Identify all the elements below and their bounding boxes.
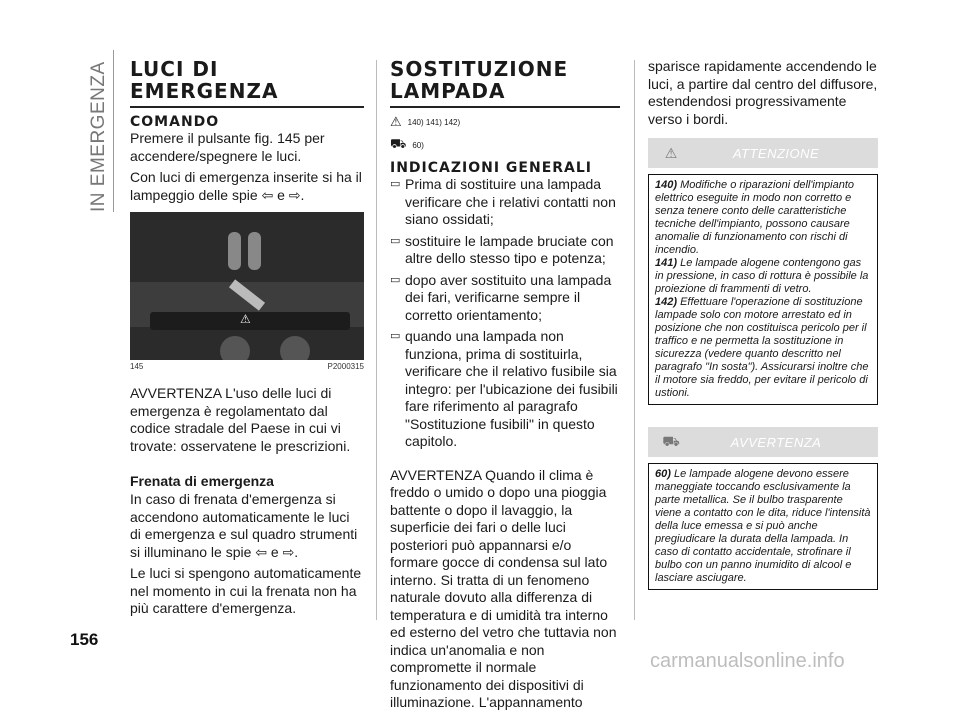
warning-triangle-icon: ⚠ <box>390 114 402 129</box>
air-vent <box>228 232 241 270</box>
column-divider <box>634 60 635 620</box>
knob <box>280 336 310 360</box>
attenzione-box <box>648 174 878 405</box>
heading-indicazioni-generali: INDICAZIONI GENERALI <box>390 160 593 176</box>
paragraph-comando-2: Con luci di emergenza inserite si ha il lampeggio delle spie ⇦ e ⇨. <box>130 169 362 203</box>
bullet-icon: ▭ <box>390 330 401 342</box>
bullet-icon: ▭ <box>390 273 401 286</box>
list-item: ▭ quando una lampada non funziona, prima di sostituirla, verificare che il relativo fusibile sia integro: per l'ubicazione dei fusibili fare riferimento al paragrafo "Sostituzione fusibili" in questo capitolo. <box>390 328 620 455</box>
warning-triangle-icon: ⚠ <box>664 144 678 161</box>
page-number: 156 <box>70 630 99 649</box>
heading-frenata-emergenza: Frenata di emergenza <box>130 473 274 489</box>
heading-comando: COMANDO <box>130 114 220 130</box>
avvertenza-item: 60) Le lampade alogene devono essere maneggiate toccando esclusivamente la parte metallica. Se il bulbo trasparente viene a contatto con le dita, riduce l'intensità della luce emessa e si può anche pregiudicare la durata della lampada. In caso di contatto accidentale, strofinare il bulbo con un panno inumidito di alcool e lasciare asciugare. <box>655 468 871 584</box>
hazard-button-icon: ⚠ <box>240 312 251 326</box>
avvertenza-header <box>648 427 878 457</box>
column-sostituzione-lampada <box>390 58 620 716</box>
figure-caption <box>130 362 364 371</box>
title-sostituzione-lampada: SOSTITUZIONE LAMPADA <box>390 58 620 108</box>
avvertenza-box <box>648 463 878 590</box>
attenzione-header <box>648 138 878 168</box>
air-vent <box>248 232 261 270</box>
car-caution-icon: ⛟ <box>390 136 407 151</box>
list-item: ▭ sostituire le lampade bruciate con altre dello stesso tipo e potenza; <box>390 233 620 272</box>
side-section-tab: IN EMERGENZA <box>88 61 109 212</box>
attenzione-item: 142) Effettuare l'operazione di sostituzione lampade solo con motore arrestato ed in posizione che non costituisca pericolo per il traffico e ne permetta la sostituzione in sicurezza (vedere quanto descritto nel paragrafo "In sosta"). Assicurarsi inoltre che il motore sia freddo, per evitare il pericolo di ustioni. <box>655 296 869 399</box>
caution-refs <box>390 136 620 154</box>
list-item: ▭ Prima di sostituire una lampada verificare che i relativi contatti non siano ossidati; <box>390 176 620 233</box>
list-item: ▭ dopo aver sostituito una lampada dei fari, verificarne sempre il corretto orientamento; <box>390 272 620 329</box>
attenzione-title: ATTENZIONE <box>732 145 820 161</box>
figure-145-photo <box>130 212 364 360</box>
bullet-icon: ▭ <box>390 178 401 190</box>
paragraph-frenata-1: In caso di frenata d'emergenza si accendono automaticamente le luci di emergenza e sul quadro strumenti si illuminano le spie ⇦ e ⇨. <box>130 491 358 560</box>
paragraph-avvertenza-condensa: AVVERTENZA Quando il clima è freddo o umido o dopo una pioggia battente o dopo il lavaggio, la superficie dei fari o delle luci posteriori può appannarsi e/o formare gocce di condensa sul lato interno. Si tratta di un fenomeno naturale dovuto alla differenza di temperatura e di umidità tra interno ed esterno del vetro che tuttavia non indica un'anomalia e non compromette il normale funzionamento dei dispositivi di illuminazione. L'appannamento <box>390 466 617 710</box>
knob <box>220 336 250 360</box>
title-luci-emergenza: LUCI DI EMERGENZA <box>130 58 364 108</box>
avvertenza-title: AVVERTENZA <box>730 434 822 450</box>
paragraph-avvertenza: AVVERTENZA L'uso delle luci di emergenza è regolamentato dal codice stradale del Paese in cui vi trovate: osservatene le prescrizioni. <box>130 385 351 454</box>
attenzione-item: 141) Le lampade alogene contengono gas in pressione, in caso di rottura è possibile la proiezione di frammenti di vetro. <box>655 257 869 295</box>
watermark: carmanualsonline.info <box>650 650 845 672</box>
paragraph-frenata-2: Le luci si spengono automaticamente nel momento in cui la frenata non ha più carattere d'emergenza. <box>130 565 362 616</box>
column-luci-emergenza <box>130 58 364 622</box>
figure-number: 145 <box>130 362 144 371</box>
column-warnings <box>648 58 878 590</box>
side-divider <box>113 50 114 212</box>
car-caution-icon: ⛟ <box>662 432 680 449</box>
paragraph-comando-1: Premere il pulsante fig. 145 per accendere/spegnere le luci. <box>130 130 325 164</box>
paragraph-continuation: sparisce rapidamente accendendo le luci, a partire dal centro del diffusore, estendendosi progressivamente verso i bordi. <box>648 58 878 127</box>
warning-refs <box>390 114 620 130</box>
bullet-icon: ▭ <box>390 234 401 247</box>
figure-code: P2000315 <box>327 362 364 371</box>
attenzione-item: 140) Modifiche o riparazioni dell'impianto elettrico eseguite in modo non corretto e senza tenere conto delle caratteristiche tecniche dell'impianto, possono causare anomalie di funzionamento con rischi di incendio. <box>655 179 855 256</box>
caution-ref-list: 60) <box>412 140 424 150</box>
column-divider <box>376 60 377 620</box>
warning-ref-list: 140) 141) 142) <box>407 117 461 127</box>
